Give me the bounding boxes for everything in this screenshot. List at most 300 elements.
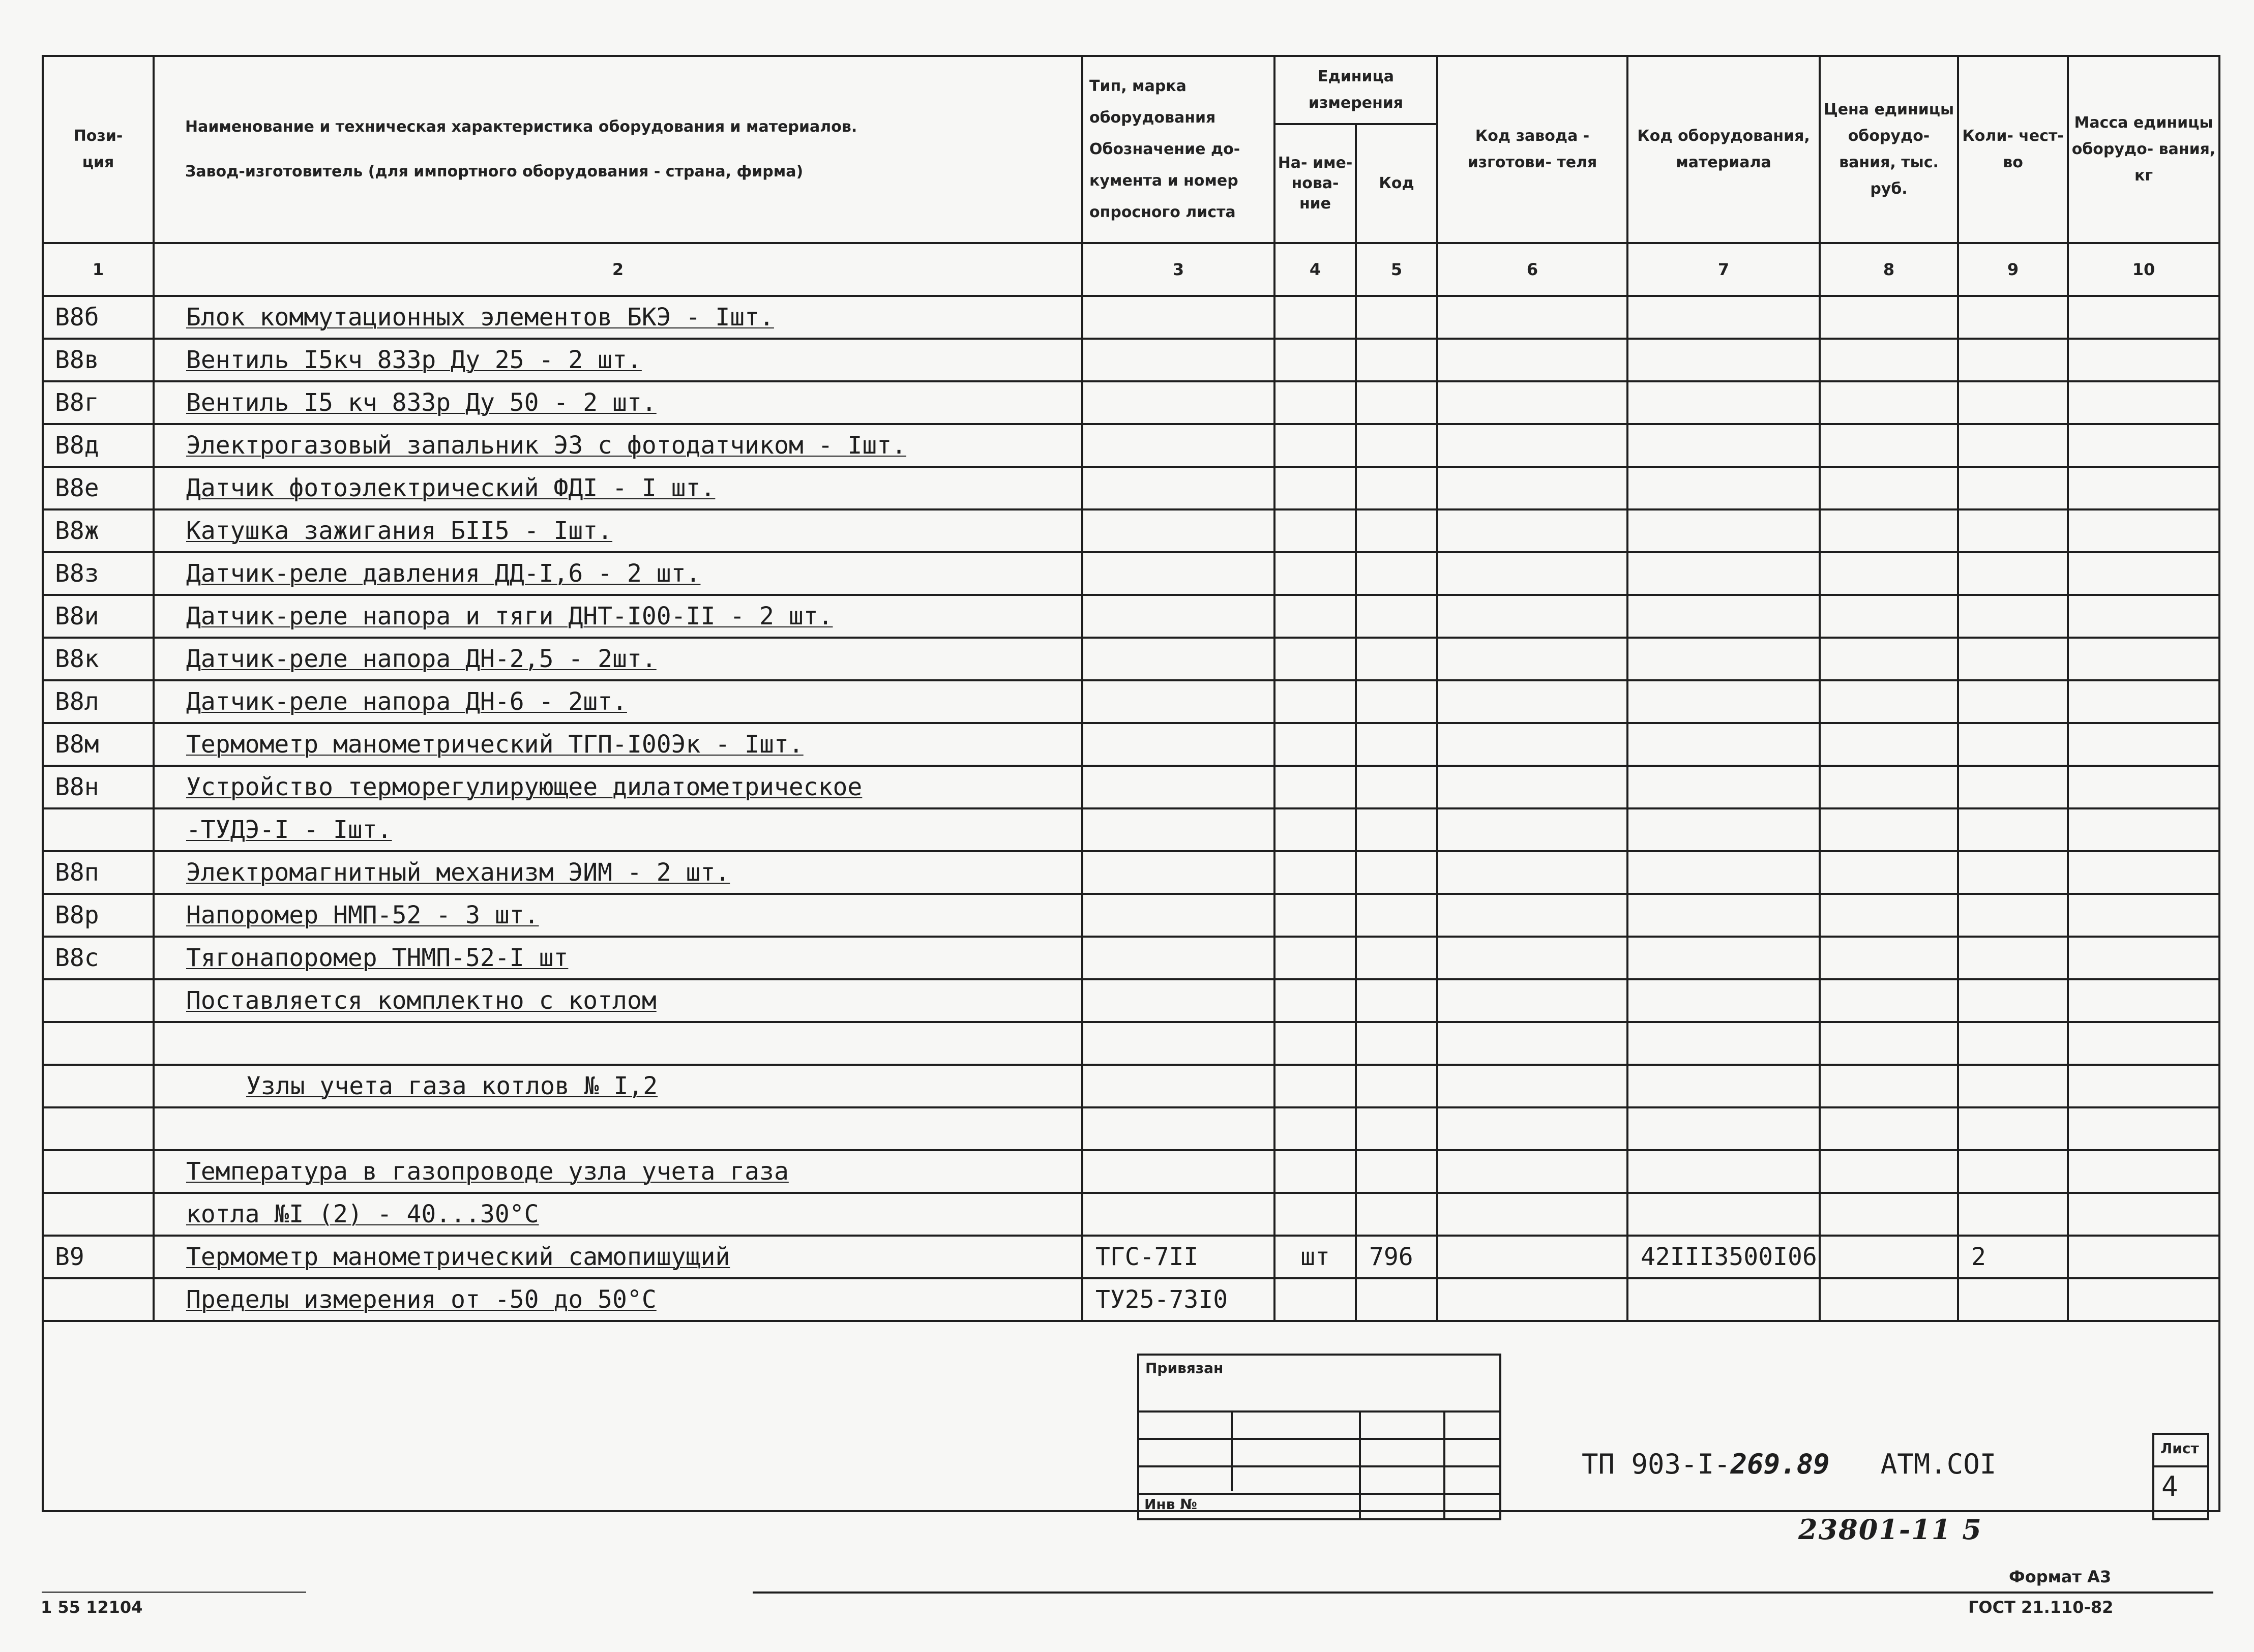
gost-label: ГОСТ 21.110-82 <box>1968 1598 2114 1617</box>
plant-code-cell <box>1437 1022 1627 1065</box>
unit-code-cell <box>1356 1150 1437 1193</box>
price-cell <box>1820 1278 1958 1321</box>
position-cell: В9 <box>43 1236 154 1278</box>
material-code-cell <box>1627 467 1820 509</box>
unit-code-cell <box>1356 1022 1437 1065</box>
document-designation <box>1582 1448 1996 1480</box>
material-code-cell <box>1627 851 1820 894</box>
plant-code-cell <box>1437 1065 1627 1107</box>
name-cell: котла №I (2) - 40...30°С <box>154 1193 1082 1236</box>
unit-name-cell <box>1274 381 1356 424</box>
quantity-cell <box>1958 595 2068 638</box>
position-cell <box>43 808 154 851</box>
price-cell <box>1820 424 1958 467</box>
material-code-cell <box>1627 296 1820 339</box>
plant-code-cell <box>1437 937 1627 979</box>
material-code-cell <box>1627 1065 1820 1107</box>
position-cell <box>43 1193 154 1236</box>
quantity-cell <box>1958 723 2068 766</box>
unit-name-cell <box>1274 851 1356 894</box>
unit-name-cell <box>1274 1193 1356 1236</box>
type-cell <box>1082 851 1274 894</box>
type-cell <box>1082 638 1274 680</box>
name-cell: Напоромер НМП-52 - 3 шт. <box>154 894 1082 937</box>
name-cell: Устройство терморегулирующее дилатометрическое <box>154 766 1082 808</box>
plant-code-cell <box>1437 638 1627 680</box>
table-row <box>43 1278 2219 1321</box>
position-cell: В8д <box>43 424 154 467</box>
price-cell <box>1820 1107 1958 1150</box>
quantity-cell <box>1958 381 2068 424</box>
plant-code-cell <box>1437 1193 1627 1236</box>
position-cell <box>43 1065 154 1107</box>
quantity-cell <box>1958 509 2068 552</box>
type-cell <box>1082 723 1274 766</box>
name-cell <box>154 1107 1082 1150</box>
column-number: 10 <box>2068 243 2219 296</box>
column-numbers-row <box>43 243 2219 296</box>
name-cell: Датчик-реле напора ДН-2,5 - 2шт. <box>154 638 1082 680</box>
table-row <box>43 851 2219 894</box>
price-cell <box>1820 894 1958 937</box>
name-cell: Пределы измерения от -50 до 50°С <box>154 1278 1082 1321</box>
name-cell: Датчик-реле давления ДД-I,6 - 2 шт. <box>154 552 1082 595</box>
mass-cell <box>2068 595 2219 638</box>
position-cell <box>43 1278 154 1321</box>
unit-code-cell <box>1356 851 1437 894</box>
header-plant-code: Код завода - изготови- теля <box>1437 56 1627 243</box>
plant-code-cell <box>1437 595 1627 638</box>
table-row <box>43 296 2219 339</box>
archive-number: 23801-11 5 <box>1798 1513 1982 1546</box>
unit-name-cell <box>1274 296 1356 339</box>
mass-cell <box>2068 424 2219 467</box>
unit-name-cell <box>1274 979 1356 1022</box>
position-cell <box>43 1022 154 1065</box>
type-cell <box>1082 979 1274 1022</box>
position-cell <box>43 979 154 1022</box>
name-cell: Узлы учета газа котлов № I,2 <box>154 1065 1082 1107</box>
price-cell <box>1820 1150 1958 1193</box>
type-cell <box>1082 1022 1274 1065</box>
position-cell: В8в <box>43 339 154 381</box>
table-footer-space <box>43 1321 2219 1511</box>
mass-cell <box>2068 509 2219 552</box>
unit-code-cell <box>1356 979 1437 1022</box>
plant-code-cell <box>1437 680 1627 723</box>
mass-cell <box>2068 1278 2219 1321</box>
mass-cell <box>2068 467 2219 509</box>
quantity-cell <box>1958 1107 2068 1150</box>
unit-code-cell <box>1356 1278 1437 1321</box>
price-cell <box>1820 1022 1958 1065</box>
table-row <box>43 424 2219 467</box>
name-cell: Поставляется комплектно с котлом <box>154 979 1082 1022</box>
format-label: Формат А3 <box>2009 1567 2112 1586</box>
table-row <box>43 766 2219 808</box>
material-code-cell <box>1627 979 1820 1022</box>
unit-code-cell <box>1356 1193 1437 1236</box>
unit-code-cell <box>1356 424 1437 467</box>
quantity-cell <box>1958 552 2068 595</box>
table-row <box>43 1065 2219 1107</box>
unit-name-cell <box>1274 1065 1356 1107</box>
unit-code-cell <box>1356 296 1437 339</box>
table-row <box>43 595 2219 638</box>
unit-name-cell <box>1274 339 1356 381</box>
unit-name-cell <box>1274 808 1356 851</box>
price-cell <box>1820 937 1958 979</box>
quantity-cell <box>1958 680 2068 723</box>
unit-code-cell <box>1356 552 1437 595</box>
position-cell: В8г <box>43 381 154 424</box>
mass-cell <box>2068 638 2219 680</box>
material-code-cell <box>1627 638 1820 680</box>
material-code-cell <box>1627 509 1820 552</box>
quantity-cell: 2 <box>1958 1236 2068 1278</box>
type-cell <box>1082 808 1274 851</box>
stamp-line <box>1443 1410 1445 1518</box>
mass-cell <box>2068 1107 2219 1150</box>
name-cell: Датчик-реле напора ДН-6 - 2шт. <box>154 680 1082 723</box>
header-unit-code: Код <box>1356 124 1437 243</box>
unit-code-cell <box>1356 894 1437 937</box>
inventory-label: Инв № <box>1144 1496 1197 1513</box>
quantity-cell <box>1958 894 2068 937</box>
mass-cell <box>2068 1236 2219 1278</box>
unit-name-cell <box>1274 424 1356 467</box>
name-cell <box>154 1022 1082 1065</box>
mass-cell <box>2068 1193 2219 1236</box>
unit-code-cell <box>1356 766 1437 808</box>
header-quantity: Коли- чест- во <box>1958 56 2068 243</box>
plant-code-cell <box>1437 296 1627 339</box>
column-number: 3 <box>1082 243 1274 296</box>
unit-name-cell <box>1274 552 1356 595</box>
price-cell <box>1820 1236 1958 1278</box>
price-cell <box>1820 509 1958 552</box>
name-cell: Датчик фотоэлектрический ФДI - I шт. <box>154 467 1082 509</box>
header-price: Цена единицы оборудо- вания, тыс. руб. <box>1820 56 1958 243</box>
quantity-cell <box>1958 1065 2068 1107</box>
price-cell <box>1820 766 1958 808</box>
type-cell <box>1082 680 1274 723</box>
unit-name-cell <box>1274 766 1356 808</box>
position-cell: В8н <box>43 766 154 808</box>
column-number: 9 <box>1958 243 2068 296</box>
table-row <box>43 894 2219 937</box>
plant-code-cell <box>1437 381 1627 424</box>
unit-name-cell <box>1274 894 1356 937</box>
column-number: 1 <box>43 243 154 296</box>
plant-code-cell <box>1437 552 1627 595</box>
attachment-stamp <box>1137 1354 1501 1520</box>
position-cell: В8к <box>43 638 154 680</box>
name-cell: Электромагнитный механизм ЭИМ - 2 шт. <box>154 851 1082 894</box>
bottom-frame-line <box>753 1591 2213 1594</box>
mass-cell <box>2068 1150 2219 1193</box>
quantity-cell <box>1958 851 2068 894</box>
table-row <box>43 467 2219 509</box>
header-unit: Единица измерения <box>1274 56 1437 124</box>
table-row <box>43 979 2219 1022</box>
material-code-cell <box>1627 552 1820 595</box>
header-name-line2: Завод-изготовитель (для импортного оборудования - страна, фирма) <box>185 163 804 181</box>
position-cell: В8р <box>43 894 154 937</box>
header-unit-name: На- име- нова- ние <box>1274 124 1356 243</box>
type-cell <box>1082 467 1274 509</box>
position-cell: В8л <box>43 680 154 723</box>
mass-cell <box>2068 381 2219 424</box>
unit-code-cell: 796 <box>1356 1236 1437 1278</box>
material-code-cell <box>1627 1022 1820 1065</box>
quantity-cell <box>1958 937 2068 979</box>
unit-code-cell <box>1356 339 1437 381</box>
material-code-cell <box>1627 1150 1820 1193</box>
material-code-cell <box>1627 680 1820 723</box>
table-row <box>43 723 2219 766</box>
mass-cell <box>2068 339 2219 381</box>
table-body <box>43 296 2219 1321</box>
material-code-cell <box>1627 595 1820 638</box>
quantity-cell <box>1958 296 2068 339</box>
unit-name-cell <box>1274 467 1356 509</box>
price-cell <box>1820 979 1958 1022</box>
doc-number: 269.89 <box>1730 1448 1830 1480</box>
type-cell <box>1082 509 1274 552</box>
type-cell <box>1082 381 1274 424</box>
type-cell <box>1082 1065 1274 1107</box>
position-cell: В8з <box>43 552 154 595</box>
quantity-cell <box>1958 467 2068 509</box>
position-cell: В8п <box>43 851 154 894</box>
name-cell: Датчик-реле напора и тяги ДНТ-I00-II - 2 шт. <box>154 595 1082 638</box>
mass-cell <box>2068 937 2219 979</box>
plant-code-cell <box>1437 979 1627 1022</box>
table-row <box>43 509 2219 552</box>
price-cell <box>1820 1065 1958 1107</box>
unit-code-cell <box>1356 937 1437 979</box>
material-code-cell <box>1627 937 1820 979</box>
unit-code-cell <box>1356 1107 1437 1150</box>
type-cell: ТУ25-73I0 <box>1082 1278 1274 1321</box>
plant-code-cell <box>1437 1150 1627 1193</box>
price-cell <box>1820 680 1958 723</box>
quantity-cell <box>1958 808 2068 851</box>
sheet-box <box>2152 1433 2209 1520</box>
plant-code-cell <box>1437 766 1627 808</box>
quantity-cell <box>1958 1278 2068 1321</box>
corner-code: 1 55 12104 <box>41 1598 143 1617</box>
type-cell <box>1082 595 1274 638</box>
plant-code-cell <box>1437 851 1627 894</box>
stamp-line <box>1359 1410 1361 1518</box>
name-cell: Катушка зажигания БII5 - Iшт. <box>154 509 1082 552</box>
type-cell <box>1082 424 1274 467</box>
unit-name-cell <box>1274 1107 1356 1150</box>
mass-cell <box>2068 808 2219 851</box>
plant-code-cell <box>1437 509 1627 552</box>
type-cell <box>1082 296 1274 339</box>
plant-code-cell <box>1437 467 1627 509</box>
mass-cell <box>2068 680 2219 723</box>
quantity-cell <box>1958 638 2068 680</box>
sheet-divider <box>2154 1465 2207 1467</box>
header-material-code: Код оборудования, материала <box>1627 56 1820 243</box>
unit-code-cell <box>1356 467 1437 509</box>
type-cell <box>1082 1107 1274 1150</box>
material-code-cell <box>1627 766 1820 808</box>
material-code-cell <box>1627 1193 1820 1236</box>
specification-table <box>42 55 2220 1512</box>
type-cell <box>1082 937 1274 979</box>
mass-cell <box>2068 979 2219 1022</box>
sheet-number: 4 <box>2161 1470 2178 1503</box>
table-row <box>43 381 2219 424</box>
mass-cell <box>2068 851 2219 894</box>
plant-code-cell <box>1437 808 1627 851</box>
plant-code-cell <box>1437 339 1627 381</box>
price-cell <box>1820 339 1958 381</box>
plant-code-cell <box>1437 894 1627 937</box>
type-cell <box>1082 339 1274 381</box>
table-row <box>43 808 2219 851</box>
unit-code-cell <box>1356 595 1437 638</box>
price-cell <box>1820 595 1958 638</box>
material-code-cell <box>1627 1278 1820 1321</box>
position-cell: В8м <box>43 723 154 766</box>
table-row <box>43 937 2219 979</box>
header-row <box>43 56 2219 124</box>
position-cell: В8и <box>43 595 154 638</box>
mass-cell <box>2068 296 2219 339</box>
table-row <box>43 1107 2219 1150</box>
quantity-cell <box>1958 424 2068 467</box>
mass-cell <box>2068 894 2219 937</box>
column-number: 6 <box>1437 243 1627 296</box>
name-cell: Вентиль I5кч 833р Ду 25 - 2 шт. <box>154 339 1082 381</box>
mass-cell <box>2068 723 2219 766</box>
unit-name-cell <box>1274 680 1356 723</box>
price-cell <box>1820 296 1958 339</box>
price-cell <box>1820 552 1958 595</box>
type-cell <box>1082 894 1274 937</box>
bottom-frame-line-left <box>42 1591 306 1593</box>
name-cell: Блок коммутационных элементов БКЭ - Iшт. <box>154 296 1082 339</box>
column-number: 8 <box>1820 243 1958 296</box>
header-position: Пози- ция <box>43 56 154 243</box>
material-code-cell: 42III3500I06 <box>1627 1236 1820 1278</box>
column-number: 5 <box>1356 243 1437 296</box>
plant-code-cell <box>1437 723 1627 766</box>
type-cell <box>1082 766 1274 808</box>
quantity-cell <box>1958 766 2068 808</box>
position-cell: В8е <box>43 467 154 509</box>
material-code-cell <box>1627 808 1820 851</box>
type-cell <box>1082 1150 1274 1193</box>
price-cell <box>1820 723 1958 766</box>
name-cell: Температура в газопроводе узла учета газа <box>154 1150 1082 1193</box>
price-cell <box>1820 638 1958 680</box>
unit-code-cell <box>1356 509 1437 552</box>
header-type: Тип, марка оборудования Обозначение до- кумента и номер опросного листа <box>1082 56 1274 243</box>
material-code-cell <box>1627 424 1820 467</box>
unit-name-cell <box>1274 723 1356 766</box>
mass-cell <box>2068 1065 2219 1107</box>
header-name-line1: Наименование и техническая характеристика оборудования и материалов. <box>185 118 857 136</box>
table-row <box>43 552 2219 595</box>
name-cell: Вентиль I5 кч 833р Ду 50 - 2 шт. <box>154 381 1082 424</box>
quantity-cell <box>1958 1193 2068 1236</box>
table-row <box>43 1150 2219 1193</box>
position-cell: В8с <box>43 937 154 979</box>
material-code-cell <box>1627 339 1820 381</box>
unit-code-cell <box>1356 381 1437 424</box>
quantity-cell <box>1958 979 2068 1022</box>
table-row <box>43 339 2219 381</box>
name-cell: Тягонапоромер ТНМП-52-I шт <box>154 937 1082 979</box>
name-cell: Термометр манометрический ТГП-I00Эк - Iшт. <box>154 723 1082 766</box>
price-cell <box>1820 808 1958 851</box>
price-cell <box>1820 381 1958 424</box>
unit-code-cell <box>1356 1065 1437 1107</box>
header-mass: Масса единицы оборудо- вания, кг <box>2068 56 2219 243</box>
stamp-line <box>1231 1410 1233 1491</box>
plant-code-cell <box>1437 1236 1627 1278</box>
type-cell <box>1082 1193 1274 1236</box>
price-cell <box>1820 1193 1958 1236</box>
attached-label: Привязан <box>1145 1360 1224 1376</box>
type-cell <box>1082 552 1274 595</box>
unit-name-cell <box>1274 509 1356 552</box>
unit-name-cell <box>1274 595 1356 638</box>
unit-code-cell <box>1356 723 1437 766</box>
material-code-cell <box>1627 1107 1820 1150</box>
sheet-label: Лист <box>2160 1440 2199 1457</box>
unit-name-cell <box>1274 1022 1356 1065</box>
unit-code-cell <box>1356 638 1437 680</box>
header-name <box>154 56 1082 243</box>
unit-name-cell: шт <box>1274 1236 1356 1278</box>
unit-name-cell <box>1274 937 1356 979</box>
position-cell: В8б <box>43 296 154 339</box>
plant-code-cell <box>1437 424 1627 467</box>
material-code-cell <box>1627 894 1820 937</box>
unit-name-cell <box>1274 1278 1356 1321</box>
plant-code-cell <box>1437 1278 1627 1321</box>
column-number: 2 <box>154 243 1082 296</box>
table-row <box>43 1022 2219 1065</box>
quantity-cell <box>1958 1022 2068 1065</box>
doc-prefix: ТП 903-I- <box>1582 1448 1731 1480</box>
material-code-cell <box>1627 381 1820 424</box>
name-cell: Электрогазовый запальник ЭЗ с фотодатчиком - Iшт. <box>154 424 1082 467</box>
price-cell <box>1820 851 1958 894</box>
material-code-cell <box>1627 723 1820 766</box>
mass-cell <box>2068 1022 2219 1065</box>
table-row <box>43 1236 2219 1278</box>
unit-code-cell <box>1356 680 1437 723</box>
table-row <box>43 638 2219 680</box>
position-cell: В8ж <box>43 509 154 552</box>
quantity-cell <box>1958 339 2068 381</box>
table-row <box>43 1193 2219 1236</box>
unit-name-cell <box>1274 1150 1356 1193</box>
quantity-cell <box>1958 1150 2068 1193</box>
position-cell <box>43 1107 154 1150</box>
price-cell <box>1820 467 1958 509</box>
doc-suffix: АТМ.СОI <box>1880 1448 1997 1480</box>
